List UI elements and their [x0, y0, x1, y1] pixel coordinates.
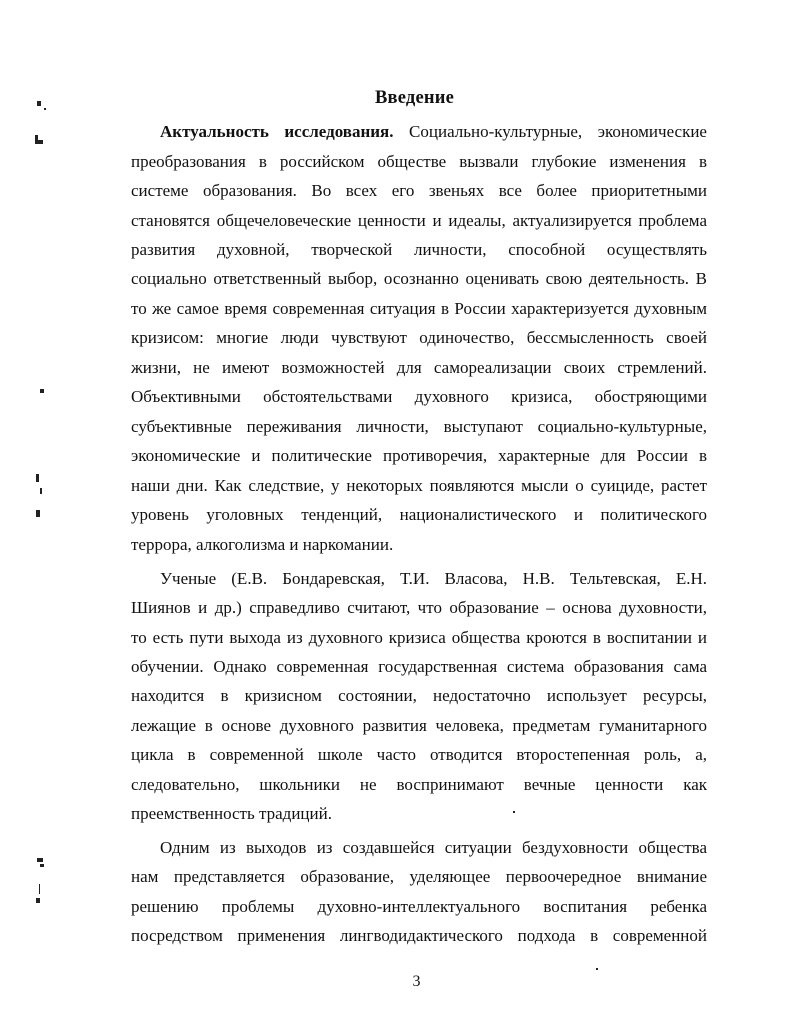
scan-speck: [36, 898, 40, 903]
scan-speck: [40, 389, 44, 393]
text-run: Социально-культурные, экономические: [393, 122, 707, 141]
paragraph-2-line-1: Ученые (Е.В. Бондаревская, Т.И. Власова, Н.В. Тельтевская, Е.Н.: [160, 569, 707, 588]
paragraph-1-line-14: уровень уголовных тенденций, националистического и политического: [131, 505, 707, 524]
lead-bold-heading: Актуальность исследования.: [160, 122, 394, 141]
paragraph-2-line-2: Шиянов и др.) справедливо считают, что образование – основа духовности,: [131, 598, 707, 617]
paragraph-1-line-13: наши дни. Как следствие, у некоторых появляются мысли о суициде, растет: [131, 476, 707, 495]
paragraph-1-line-3: системе образования. Во всех его звеньях все более приоритетными: [131, 181, 707, 200]
paragraph-2-line-9: преемственность традиций.: [131, 804, 332, 823]
paragraph-1-line-5: развития духовной, творческой личности, способной осуществлять: [131, 240, 707, 259]
paragraph-1-line-9: жизни, не имеют возможностей для самореализации своих стремлений.: [131, 358, 707, 377]
scan-speck: [38, 140, 43, 144]
paragraph-1-line-10: Объективными обстоятельствами духовного кризиса, обостряющими: [131, 387, 707, 406]
scan-speck: [37, 858, 43, 862]
paragraph-1-line-7: то же самое время современная ситуация в России характеризуется духовным: [131, 299, 707, 318]
scan-speck: [36, 510, 40, 517]
scan-speck: [44, 108, 46, 110]
paragraph-2-line-4: обучении. Однако современная государственная система образования сама: [131, 657, 707, 676]
paragraph-1-line-15: террора, алкоголизма и наркомании.: [131, 535, 394, 554]
paragraph-2-line-7: цикла в современной школе часто отводится второстепенная роль, а,: [131, 745, 707, 764]
scan-speck: [513, 811, 515, 813]
scan-speck: [596, 968, 598, 970]
paragraph-2-line-6: лежащие в основе духовного развития человека, предметам гуманитарного: [131, 716, 707, 735]
paragraph-3-line-4: посредством применения лингводидактического подхода в современной: [131, 926, 707, 945]
paragraph-3-line-3: решению проблемы духовно-интеллектуального воспитания ребенка: [131, 897, 707, 916]
paragraph-3-line-2: нам представляется образование, уделяющее первоочередное внимание: [131, 867, 707, 886]
paragraph-2-line-3: то есть пути выхода из духовного кризиса общества кроются в воспитании и: [131, 628, 707, 647]
paragraph-1-line-4: становятся общечеловеческие ценности и идеалы, актуализируется проблема: [131, 211, 707, 230]
paragraph-2-line-8: следовательно, школьники не воспринимают вечные ценности как: [131, 775, 707, 794]
scan-speck: [36, 474, 39, 482]
paragraph-2-line-5: находится в кризисном состоянии, недостаточно использует ресурсы,: [131, 686, 707, 705]
scan-speck: [37, 101, 41, 106]
page-title: Введение: [375, 88, 454, 108]
paragraph-1-line-6: социально ответственный выбор, осознанно оценивать свою деятельность. В: [131, 269, 707, 288]
scan-speck: [39, 884, 40, 894]
scan-speck: [40, 488, 42, 494]
paragraph-1-line-8: кризисом: многие люди чувствуют одиночество, бессмысленность своей: [131, 328, 707, 347]
paragraph-1-line-1: [160, 121, 707, 143]
paragraph-3-line-1: Одним из выходов из создавшейся ситуации бездуховности общества: [160, 838, 707, 857]
paragraph-1-line-2: преобразования в российском обществе вызвали глубокие изменения в: [131, 152, 707, 171]
scan-speck: [40, 864, 44, 867]
paragraph-1-line-12: экономические и политические противоречия, характерные для России в: [131, 446, 707, 465]
page-number: 3: [412, 973, 421, 990]
paragraph-1-line-11: субъективные переживания личности, выступают социально-культурные,: [131, 417, 707, 436]
